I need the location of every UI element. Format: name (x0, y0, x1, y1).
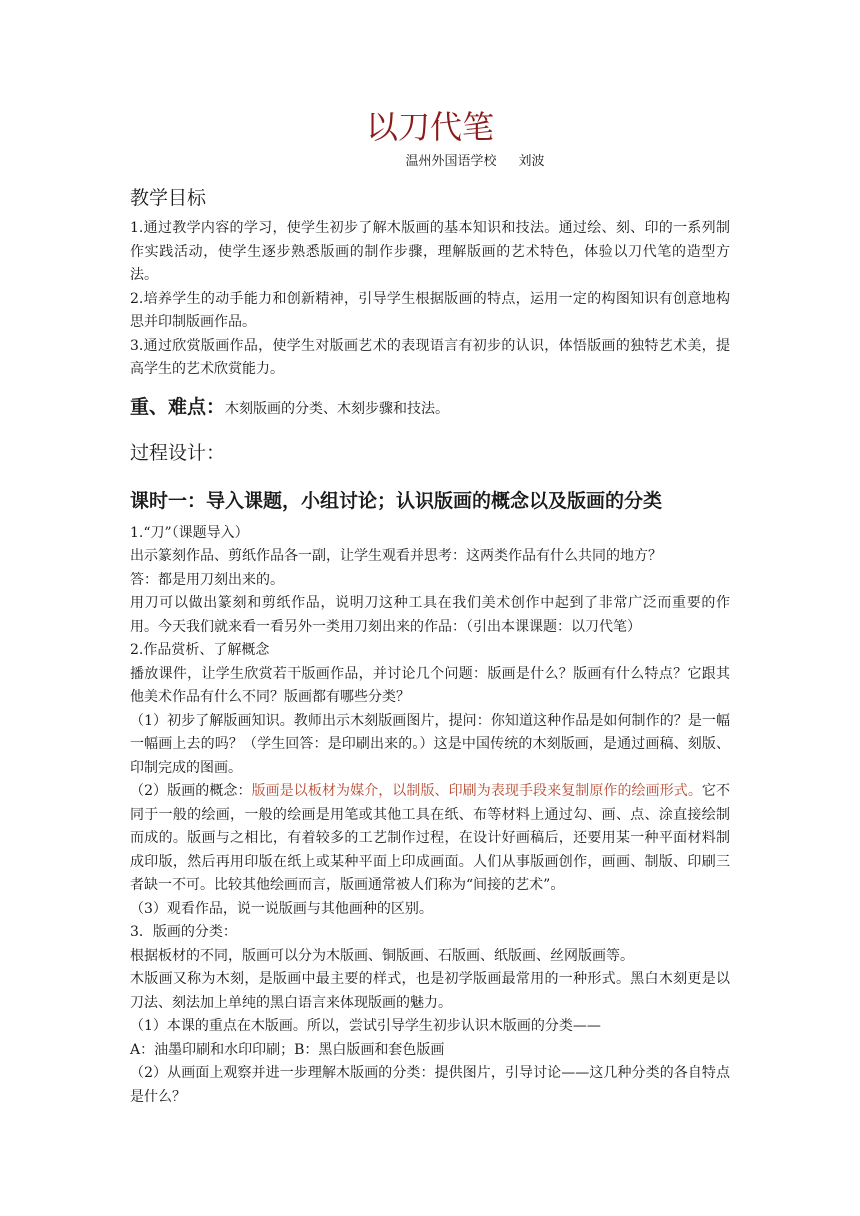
paragraph: （1）本课的重点在木版画。所以，尝试引导学生初步认识木版画的分类—— (130, 1018, 601, 1034)
goals-heading: 教学目标 (130, 187, 207, 209)
lesson1-heading: 课时一：导入课题，小组讨论；认识版画的概念以及版画的分类 (130, 489, 663, 512)
paragraph: 播放课件，让学生欣赏若干版画作品，并讨论几个问题：版画是什么？版画有什么特点？它跟其他美术作品有什么不同？版画都有哪些分类？ (130, 665, 730, 705)
paragraph: （2）从画面上观察并进一步理解木版画的分类：提供图片，引导讨论——这几种分类的各自特点是什么？ (130, 1065, 730, 1105)
definition-highlight: 版画是以板材为媒介，以制版、印刷为表现手段来复制原作的绘画形式。 (251, 783, 702, 799)
paragraph: 木版画又称为木刻，是版画中最主要的样式，也是初学版画最常用的一种形式。黑白木刻更是以刀法、刻法加上单纯的黑白语言来体现版画的魅力。 (130, 971, 730, 1011)
definition-label: （2）版画的概念： (130, 783, 252, 799)
process-heading: 过程设计： (130, 441, 226, 464)
school-name: 温州外国语学校 (405, 154, 497, 169)
document-title: 以刀代笔 (365, 108, 494, 146)
paragraph: 用刀可以做出篆刻和剪纸作品，说明刀这种工具在我们美术创作中起到了非常广泛而重要的作用。今天我们就来看一看另外一类用刀刻出来的作品：（引出本课课题：以刀代笔） (130, 595, 730, 635)
key-points-text: 木刻版画的分类、木刻步骤和技法。 (225, 400, 450, 417)
goal-item-2: 2.培养学生的动手能力和创新精神，引导学生根据版画的特点，运用一定的构图知识有创意地构思并印制版画作品。 (130, 290, 730, 330)
definition-paragraph (130, 780, 730, 898)
paragraph: 2.作品赏析、了解概念 (130, 642, 270, 658)
paragraph: 根据板材的不同，版画可以分为木版画、铜版画、石版画、纸版画、丝网版画等。 (130, 947, 634, 964)
definition-body: 它不同于一般的绘画，一般的绘画是用笔或其他工具在纸、布等材料上通过勾、画、点、涂直接绘制而成的。版画与之相比，有着较多的工艺制作过程，在设计好画稿后，还要用某一种平面材料制成印版，然后再用印版在纸上或某种平面上印成画面。人们从事版画创作，画画、制版、印刷三者缺一不可。比较其他绘画而言，版画通常被人们称为“间接的艺术”。 (130, 783, 730, 893)
goal-item-1: 1.通过教学内容的学习，使学生初步了解木版画的基本知识和技法。通过绘、刻、印的一系列制作实践活动，使学生逐步熟悉版画的制作步骤，理解版画的艺术特色，体验以刀代笔的造型方法。 (130, 220, 730, 283)
byline (130, 153, 730, 171)
key-points-label: 重、难点： (130, 395, 226, 418)
paragraph: 1.“刀”（课题导入） (130, 524, 249, 541)
paragraph: （1）初步了解版画知识。教师出示木刻版画图片，提问：你知道这种作品是如何制作的？是一幅一幅画上去的吗？（学生回答：是印刷出来的。）这是中国传统的木刻版画，是通过画稿、刻版、印制完成的图画。 (130, 712, 730, 776)
paragraph: （3）观看作品，说一说版画与其他画种的区别。 (130, 900, 433, 917)
paragraph: 3．版画的分类： (130, 924, 237, 940)
key-points (130, 394, 730, 422)
paragraph: 出示篆刻作品、剪纸作品各一副，让学生观看并思考：这两类作品有什么共同的地方？ (130, 548, 662, 564)
author-name: 刘波 (518, 154, 545, 169)
goal-item-3: 3.通过欣赏版画作品，使学生对版画艺术的表现语言有初步的认识，体悟版画的独特艺术美，提高学生的艺术欣赏能力。 (130, 337, 730, 377)
paragraph: 答：都是用刀刻出来的。 (130, 571, 284, 588)
paragraph: A：油墨印刷和水印印刷；B：黑白版画和套色版画 (130, 1041, 445, 1058)
